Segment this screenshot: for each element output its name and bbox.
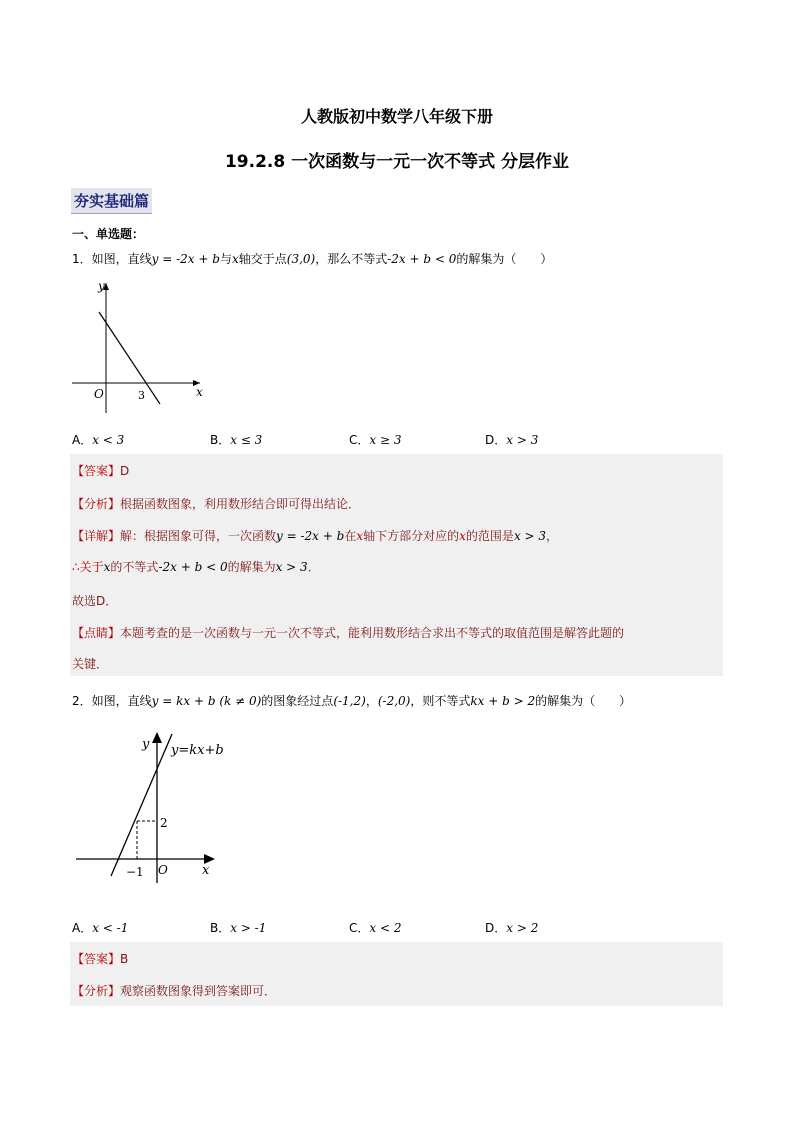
answer-line: 【答案】B xyxy=(72,952,129,966)
question-2-stem: 2．如图，直线y = kx + b (k ≠ 0)的图象经过点(-1,2)，(-2,0)，则不等式kx + b > 2的解集为（ ） xyxy=(72,694,632,708)
y-mark-label: 2 xyxy=(160,816,168,830)
question-2-solution xyxy=(70,942,723,1006)
answer-line: 【答案】D xyxy=(72,464,130,478)
option-a: A．x < 3 xyxy=(72,433,125,447)
question-1-graph xyxy=(62,278,212,418)
option-c: C．x ≥ 3 xyxy=(349,433,402,447)
option-b: B．x > -1 xyxy=(210,921,267,935)
analysis-line: 【分析】观察函数图象得到答案即可． xyxy=(72,984,277,998)
detail-line: 【详解】解：根据图象可得，一次函数y = -2x + b在x轴下方部分对应的x的范围是x > 3， xyxy=(72,529,559,543)
therefore-line: ∴关于x的不等式-2x + b < 0的解集为x > 3． xyxy=(72,560,320,574)
line-label: y=kx+b xyxy=(171,743,224,758)
x-axis-label: x xyxy=(202,863,210,878)
line-graph-2 xyxy=(111,734,172,876)
document-subtitle: 19.2.8 一次函数与一元一次不等式 分层作业 xyxy=(224,152,570,172)
origin-label: O xyxy=(158,863,168,877)
question-1-solution xyxy=(70,454,723,676)
comment-line-2: 关键． xyxy=(72,657,109,671)
x-mark-label: −1 xyxy=(126,865,144,879)
y-axis-label: y xyxy=(98,279,105,293)
question-2-graph xyxy=(70,728,250,888)
intercept-label: 3 xyxy=(138,389,145,402)
analysis-line: 【分析】根据函数图象，利用数形结合即可得出结论． xyxy=(72,497,361,511)
document-title: 人教版初中数学八年级下册 xyxy=(300,107,493,126)
question-1-stem: 1．如图，直线y = -2x + b与x轴交于点(3,0)，那么不等式-2x + b < 0的解集为（ ） xyxy=(72,252,553,266)
x-axis-label: x xyxy=(196,385,203,399)
origin-label: O xyxy=(94,387,104,401)
option-d: D．x > 3 xyxy=(485,433,539,447)
comment-line: 【点睛】本题考查的是一次函数与一元一次不等式，能利用数形结合求出不等式的取值范围是解答此题的 xyxy=(72,626,625,640)
question-1-options xyxy=(72,431,722,449)
choice-line: 故选D． xyxy=(72,594,118,608)
option-d: D．x > 2 xyxy=(485,921,539,935)
section-tag: 夯实基础篇 xyxy=(71,188,152,214)
option-b: B．x ≤ 3 xyxy=(210,433,263,447)
part-heading: 一、单选题： xyxy=(72,227,145,241)
question-2-options xyxy=(72,919,722,937)
option-a: A．x < -1 xyxy=(72,921,129,935)
line-graph-1 xyxy=(99,312,160,404)
y-axis-label: y xyxy=(142,737,150,752)
option-c: C．x < 2 xyxy=(349,921,402,935)
